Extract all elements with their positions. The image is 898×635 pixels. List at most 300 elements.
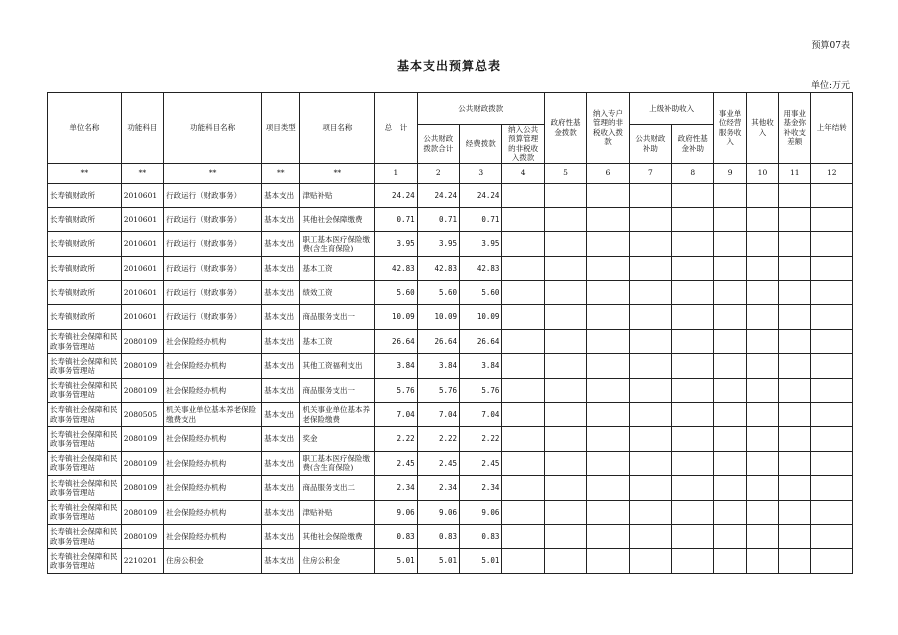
cell-proj-type: 基本支出 bbox=[262, 183, 300, 207]
table-row bbox=[48, 524, 853, 548]
cell-proj-type: 基本支出 bbox=[262, 207, 300, 231]
cell-empty bbox=[746, 354, 778, 378]
cell-pf-funds: 3.84 bbox=[460, 354, 502, 378]
cell-empty bbox=[502, 207, 544, 231]
col-pf-funds: 经费拨款 bbox=[460, 125, 502, 164]
cell-empty bbox=[811, 451, 853, 475]
index-cell: 2 bbox=[417, 163, 459, 183]
cell-unit-name: 长寿镇社会保障和民政事务管理站 bbox=[48, 329, 122, 353]
col-sup-gov: 政府性基金补助 bbox=[672, 125, 714, 164]
cell-empty bbox=[544, 281, 586, 305]
cell-func-name: 行政运行（财政事务） bbox=[164, 207, 262, 231]
cell-unit-name: 长寿镇财政所 bbox=[48, 281, 122, 305]
cell-proj-name: 职工基本医疗保险缴费(含生育保险) bbox=[300, 451, 375, 475]
cell-proj-type: 基本支出 bbox=[262, 403, 300, 427]
cell-empty bbox=[502, 427, 544, 451]
cell-pf-total: 42.83 bbox=[417, 256, 459, 280]
cell-proj-type: 基本支出 bbox=[262, 427, 300, 451]
cell-pf-funds: 2.22 bbox=[460, 427, 502, 451]
index-cell: ** bbox=[300, 163, 375, 183]
cell-empty bbox=[811, 378, 853, 402]
cell-proj-name: 商品服务支出二 bbox=[300, 476, 375, 500]
cell-total: 42.83 bbox=[375, 256, 417, 280]
table-row bbox=[48, 354, 853, 378]
cell-empty bbox=[629, 378, 671, 402]
cell-empty bbox=[811, 305, 853, 329]
cell-empty bbox=[714, 305, 746, 329]
cell-func-name: 行政运行（财政事务） bbox=[164, 256, 262, 280]
cell-empty bbox=[672, 256, 714, 280]
cell-total: 3.95 bbox=[375, 232, 417, 256]
cell-empty bbox=[544, 256, 586, 280]
col-pf-total: 公共财政拨款合计 bbox=[417, 125, 459, 164]
cell-empty bbox=[811, 403, 853, 427]
cell-func-name: 社会保险经办机构 bbox=[164, 427, 262, 451]
cell-proj-type: 基本支出 bbox=[262, 329, 300, 353]
cell-empty bbox=[779, 476, 811, 500]
cell-empty bbox=[746, 281, 778, 305]
cell-empty bbox=[544, 183, 586, 207]
col-gov-fund: 政府性基金拨款 bbox=[544, 93, 586, 164]
page-title: 基本支出预算总表 bbox=[396, 59, 501, 73]
cell-proj-name: 商品服务支出一 bbox=[300, 378, 375, 402]
cell-func-name: 社会保险经办机构 bbox=[164, 476, 262, 500]
cell-func-code: 2010601 bbox=[121, 232, 163, 256]
cell-empty bbox=[779, 207, 811, 231]
cell-empty bbox=[779, 378, 811, 402]
col-total: 总 计 bbox=[375, 93, 417, 164]
cell-empty bbox=[629, 524, 671, 548]
cell-empty bbox=[746, 549, 778, 573]
table-row bbox=[48, 281, 853, 305]
table-row bbox=[48, 305, 853, 329]
cell-empty bbox=[672, 329, 714, 353]
cell-func-name: 社会保险经办机构 bbox=[164, 378, 262, 402]
cell-empty bbox=[672, 476, 714, 500]
table-row bbox=[48, 329, 853, 353]
cell-total: 2.45 bbox=[375, 451, 417, 475]
cell-empty bbox=[779, 354, 811, 378]
cell-empty bbox=[746, 183, 778, 207]
cell-func-code: 2010601 bbox=[121, 281, 163, 305]
cell-pf-funds: 2.34 bbox=[460, 476, 502, 500]
cell-pf-funds: 9.06 bbox=[460, 500, 502, 524]
col-surplus-fund: 用事业基金弥补收支差额 bbox=[779, 93, 811, 164]
index-cell: 5 bbox=[544, 163, 586, 183]
cell-empty bbox=[714, 476, 746, 500]
cell-pf-funds: 10.09 bbox=[460, 305, 502, 329]
cell-proj-type: 基本支出 bbox=[262, 256, 300, 280]
cell-empty bbox=[714, 183, 746, 207]
cell-empty bbox=[502, 281, 544, 305]
cell-empty bbox=[811, 329, 853, 353]
cell-empty bbox=[502, 524, 544, 548]
cell-empty bbox=[587, 403, 629, 427]
cell-empty bbox=[714, 256, 746, 280]
cell-empty bbox=[587, 378, 629, 402]
index-cell: 9 bbox=[714, 163, 746, 183]
cell-empty bbox=[672, 524, 714, 548]
cell-empty bbox=[746, 256, 778, 280]
cell-pf-total: 10.09 bbox=[417, 305, 459, 329]
cell-empty bbox=[629, 500, 671, 524]
cell-empty bbox=[502, 549, 544, 573]
cell-unit-name: 长寿镇财政所 bbox=[48, 305, 122, 329]
cell-pf-funds: 0.71 bbox=[460, 207, 502, 231]
cell-empty bbox=[811, 183, 853, 207]
cell-empty bbox=[587, 232, 629, 256]
cell-func-code: 2010601 bbox=[121, 207, 163, 231]
cell-empty bbox=[746, 378, 778, 402]
cell-empty bbox=[714, 524, 746, 548]
table-row bbox=[48, 500, 853, 524]
cell-func-name: 行政运行（财政事务） bbox=[164, 232, 262, 256]
table-row bbox=[48, 451, 853, 475]
cell-total: 0.83 bbox=[375, 524, 417, 548]
index-cell: 11 bbox=[779, 163, 811, 183]
cell-empty bbox=[502, 305, 544, 329]
cell-pf-funds: 5.76 bbox=[460, 378, 502, 402]
cell-func-code: 2080109 bbox=[121, 427, 163, 451]
cell-pf-total: 9.06 bbox=[417, 500, 459, 524]
cell-func-name: 社会保险经办机构 bbox=[164, 524, 262, 548]
cell-unit-name: 长寿镇社会保障和民政事务管理站 bbox=[48, 354, 122, 378]
cell-pf-funds: 2.45 bbox=[460, 451, 502, 475]
cell-proj-type: 基本支出 bbox=[262, 354, 300, 378]
index-cell: ** bbox=[121, 163, 163, 183]
cell-empty bbox=[779, 451, 811, 475]
cell-func-name: 行政运行（财政事务） bbox=[164, 305, 262, 329]
cell-total: 5.76 bbox=[375, 378, 417, 402]
cell-empty bbox=[746, 305, 778, 329]
cell-proj-type: 基本支出 bbox=[262, 451, 300, 475]
cell-empty bbox=[629, 305, 671, 329]
index-cell: 12 bbox=[811, 163, 853, 183]
cell-empty bbox=[502, 232, 544, 256]
cell-empty bbox=[629, 232, 671, 256]
cell-empty bbox=[746, 524, 778, 548]
index-cell: ** bbox=[262, 163, 300, 183]
cell-empty bbox=[629, 281, 671, 305]
col-other-income: 其他收入 bbox=[746, 93, 778, 164]
cell-unit-name: 长寿镇财政所 bbox=[48, 207, 122, 231]
cell-empty bbox=[714, 451, 746, 475]
cell-empty bbox=[587, 183, 629, 207]
table-row bbox=[48, 476, 853, 500]
cell-empty bbox=[544, 451, 586, 475]
cell-func-name: 社会保险经办机构 bbox=[164, 451, 262, 475]
cell-empty bbox=[746, 476, 778, 500]
cell-empty bbox=[672, 500, 714, 524]
cell-total: 26.64 bbox=[375, 329, 417, 353]
cell-func-name: 行政运行（财政事务） bbox=[164, 281, 262, 305]
cell-proj-name: 职工基本医疗保险缴费(含生育保险) bbox=[300, 232, 375, 256]
cell-empty bbox=[746, 232, 778, 256]
cell-empty bbox=[811, 476, 853, 500]
index-cell: 7 bbox=[629, 163, 671, 183]
cell-empty bbox=[811, 427, 853, 451]
table-row bbox=[48, 183, 853, 207]
cell-pf-total: 5.60 bbox=[417, 281, 459, 305]
cell-empty bbox=[714, 354, 746, 378]
cell-empty bbox=[587, 329, 629, 353]
cell-total: 2.34 bbox=[375, 476, 417, 500]
col-sup-public: 公共财政补助 bbox=[629, 125, 671, 164]
cell-func-name: 住房公积金 bbox=[164, 549, 262, 573]
cell-func-name: 机关事业单位基本养老保险缴费支出 bbox=[164, 403, 262, 427]
cell-empty bbox=[811, 256, 853, 280]
cell-empty bbox=[714, 378, 746, 402]
cell-empty bbox=[714, 427, 746, 451]
cell-empty bbox=[672, 207, 714, 231]
cell-empty bbox=[629, 183, 671, 207]
table-row bbox=[48, 403, 853, 427]
table-row bbox=[48, 549, 853, 573]
cell-empty bbox=[672, 378, 714, 402]
cell-empty bbox=[811, 549, 853, 573]
cell-empty bbox=[779, 183, 811, 207]
cell-pf-funds: 42.83 bbox=[460, 256, 502, 280]
cell-empty bbox=[746, 451, 778, 475]
cell-empty bbox=[811, 500, 853, 524]
cell-empty bbox=[587, 305, 629, 329]
cell-unit-name: 长寿镇财政所 bbox=[48, 256, 122, 280]
cell-proj-name: 奖金 bbox=[300, 427, 375, 451]
table-row bbox=[48, 256, 853, 280]
cell-empty bbox=[629, 403, 671, 427]
cell-unit-name: 长寿镇社会保障和民政事务管理站 bbox=[48, 500, 122, 524]
cell-empty bbox=[672, 403, 714, 427]
cell-func-code: 2080109 bbox=[121, 451, 163, 475]
cell-empty bbox=[779, 232, 811, 256]
cell-empty bbox=[672, 232, 714, 256]
col-proj-name: 项目名称 bbox=[300, 93, 375, 164]
cell-empty bbox=[746, 427, 778, 451]
cell-proj-name: 其他社会保障缴费 bbox=[300, 207, 375, 231]
cell-empty bbox=[779, 549, 811, 573]
cell-empty bbox=[779, 281, 811, 305]
cell-empty bbox=[779, 305, 811, 329]
index-cell: 6 bbox=[587, 163, 629, 183]
col-special-nontax: 纳入专户管理的非税收入拨款 bbox=[587, 93, 629, 164]
cell-total: 24.24 bbox=[375, 183, 417, 207]
cell-empty bbox=[502, 183, 544, 207]
cell-empty bbox=[672, 281, 714, 305]
cell-empty bbox=[502, 256, 544, 280]
cell-func-code: 2080505 bbox=[121, 403, 163, 427]
cell-func-name: 社会保险经办机构 bbox=[164, 354, 262, 378]
cell-empty bbox=[629, 329, 671, 353]
cell-pf-total: 2.34 bbox=[417, 476, 459, 500]
cell-pf-total: 26.64 bbox=[417, 329, 459, 353]
cell-empty bbox=[544, 232, 586, 256]
cell-empty bbox=[746, 403, 778, 427]
cell-empty bbox=[779, 524, 811, 548]
cell-empty bbox=[629, 256, 671, 280]
cell-unit-name: 长寿镇社会保障和民政事务管理站 bbox=[48, 378, 122, 402]
cell-empty bbox=[544, 354, 586, 378]
header-row-1 bbox=[48, 93, 853, 125]
cell-func-name: 社会保险经办机构 bbox=[164, 329, 262, 353]
index-cell: 4 bbox=[502, 163, 544, 183]
cell-proj-type: 基本支出 bbox=[262, 232, 300, 256]
cell-empty bbox=[779, 403, 811, 427]
cell-pf-funds: 5.01 bbox=[460, 549, 502, 573]
cell-empty bbox=[811, 524, 853, 548]
cell-proj-type: 基本支出 bbox=[262, 549, 300, 573]
cell-pf-total: 0.83 bbox=[417, 524, 459, 548]
cell-pf-funds: 24.24 bbox=[460, 183, 502, 207]
cell-empty bbox=[544, 378, 586, 402]
index-cell: 1 bbox=[375, 163, 417, 183]
cell-empty bbox=[587, 427, 629, 451]
cell-empty bbox=[779, 329, 811, 353]
unit-label: 单位:万元 bbox=[810, 81, 850, 91]
cell-func-code: 2010601 bbox=[121, 305, 163, 329]
cell-empty bbox=[629, 427, 671, 451]
cell-empty bbox=[811, 354, 853, 378]
col-pf-nontax: 纳入公共预算管理的非税收入拨款 bbox=[502, 125, 544, 164]
cell-proj-name: 其他社会保险缴费 bbox=[300, 524, 375, 548]
col-business-income: 事业单位经营服务收入 bbox=[714, 93, 746, 164]
cell-proj-name: 绩效工资 bbox=[300, 281, 375, 305]
col-group-superior: 上级补助收入 bbox=[629, 93, 714, 125]
cell-empty bbox=[629, 549, 671, 573]
cell-pf-funds: 0.83 bbox=[460, 524, 502, 548]
cell-proj-type: 基本支出 bbox=[262, 524, 300, 548]
cell-func-name: 行政运行（财政事务） bbox=[164, 183, 262, 207]
cell-proj-name: 机关事业单位基本养老保险缴费 bbox=[300, 403, 375, 427]
cell-proj-name: 津贴补贴 bbox=[300, 500, 375, 524]
cell-empty bbox=[544, 500, 586, 524]
cell-empty bbox=[587, 451, 629, 475]
cell-func-code: 2080109 bbox=[121, 329, 163, 353]
cell-proj-type: 基本支出 bbox=[262, 305, 300, 329]
cell-empty bbox=[587, 524, 629, 548]
cell-empty bbox=[502, 451, 544, 475]
cell-func-code: 2080109 bbox=[121, 500, 163, 524]
cell-empty bbox=[629, 354, 671, 378]
cell-pf-total: 0.71 bbox=[417, 207, 459, 231]
cell-empty bbox=[587, 207, 629, 231]
cell-empty bbox=[672, 427, 714, 451]
index-cell: ** bbox=[164, 163, 262, 183]
cell-pf-total: 7.04 bbox=[417, 403, 459, 427]
index-cell: 3 bbox=[460, 163, 502, 183]
cell-empty bbox=[544, 427, 586, 451]
cell-proj-name: 基本工资 bbox=[300, 256, 375, 280]
cell-empty bbox=[672, 451, 714, 475]
cell-unit-name: 长寿镇财政所 bbox=[48, 183, 122, 207]
cell-empty bbox=[811, 207, 853, 231]
cell-total: 7.04 bbox=[375, 403, 417, 427]
cell-func-code: 2010601 bbox=[121, 256, 163, 280]
cell-func-code: 2080109 bbox=[121, 476, 163, 500]
cell-empty bbox=[811, 281, 853, 305]
cell-empty bbox=[672, 549, 714, 573]
cell-empty bbox=[502, 500, 544, 524]
cell-total: 5.60 bbox=[375, 281, 417, 305]
cell-unit-name: 长寿镇社会保障和民政事务管理站 bbox=[48, 549, 122, 573]
cell-empty bbox=[544, 329, 586, 353]
cell-pf-funds: 5.60 bbox=[460, 281, 502, 305]
cell-empty bbox=[629, 207, 671, 231]
cell-empty bbox=[502, 329, 544, 353]
cell-func-code: 2210201 bbox=[121, 549, 163, 573]
cell-empty bbox=[714, 500, 746, 524]
cell-unit-name: 长寿镇社会保障和民政事务管理站 bbox=[48, 403, 122, 427]
cell-func-code: 2010601 bbox=[121, 183, 163, 207]
cell-empty bbox=[714, 281, 746, 305]
cell-empty bbox=[746, 500, 778, 524]
cell-empty bbox=[779, 427, 811, 451]
col-func-code: 功能科目 bbox=[121, 93, 163, 164]
cell-empty bbox=[779, 256, 811, 280]
cell-unit-name: 长寿镇社会保障和民政事务管理站 bbox=[48, 476, 122, 500]
cell-pf-funds: 26.64 bbox=[460, 329, 502, 353]
cell-pf-total: 3.84 bbox=[417, 354, 459, 378]
index-row bbox=[48, 163, 853, 183]
cell-empty bbox=[672, 183, 714, 207]
col-func-name: 功能科目名称 bbox=[164, 93, 262, 164]
table-row bbox=[48, 207, 853, 231]
cell-empty bbox=[502, 476, 544, 500]
cell-proj-name: 基本工资 bbox=[300, 329, 375, 353]
cell-empty bbox=[502, 378, 544, 402]
cell-empty bbox=[587, 354, 629, 378]
table-row bbox=[48, 427, 853, 451]
cell-total: 3.84 bbox=[375, 354, 417, 378]
cell-proj-type: 基本支出 bbox=[262, 476, 300, 500]
cell-func-code: 2080109 bbox=[121, 524, 163, 548]
cell-empty bbox=[587, 281, 629, 305]
cell-empty bbox=[672, 305, 714, 329]
cell-empty bbox=[629, 476, 671, 500]
cell-empty bbox=[502, 403, 544, 427]
cell-proj-name: 商品服务支出一 bbox=[300, 305, 375, 329]
cell-proj-name: 津贴补贴 bbox=[300, 183, 375, 207]
cell-empty bbox=[544, 305, 586, 329]
cell-proj-type: 基本支出 bbox=[262, 281, 300, 305]
table-body bbox=[48, 183, 853, 573]
cell-total: 5.01 bbox=[375, 549, 417, 573]
cell-pf-total: 24.24 bbox=[417, 183, 459, 207]
cell-empty bbox=[746, 329, 778, 353]
cell-pf-total: 2.45 bbox=[417, 451, 459, 475]
cell-empty bbox=[714, 232, 746, 256]
cell-empty bbox=[714, 549, 746, 573]
cell-empty bbox=[587, 500, 629, 524]
cell-total: 9.06 bbox=[375, 500, 417, 524]
cell-pf-funds: 3.95 bbox=[460, 232, 502, 256]
cell-unit-name: 长寿镇社会保障和民政事务管理站 bbox=[48, 427, 122, 451]
cell-unit-name: 长寿镇社会保障和民政事务管理站 bbox=[48, 524, 122, 548]
cell-pf-total: 5.76 bbox=[417, 378, 459, 402]
cell-pf-funds: 7.04 bbox=[460, 403, 502, 427]
cell-empty bbox=[714, 403, 746, 427]
cell-empty bbox=[587, 549, 629, 573]
cell-empty bbox=[811, 232, 853, 256]
cell-empty bbox=[544, 476, 586, 500]
cell-empty bbox=[629, 451, 671, 475]
cell-pf-total: 3.95 bbox=[417, 232, 459, 256]
table-row bbox=[48, 232, 853, 256]
cell-empty bbox=[587, 476, 629, 500]
cell-empty bbox=[714, 329, 746, 353]
cell-total: 2.22 bbox=[375, 427, 417, 451]
cell-empty bbox=[544, 549, 586, 573]
cell-empty bbox=[587, 256, 629, 280]
